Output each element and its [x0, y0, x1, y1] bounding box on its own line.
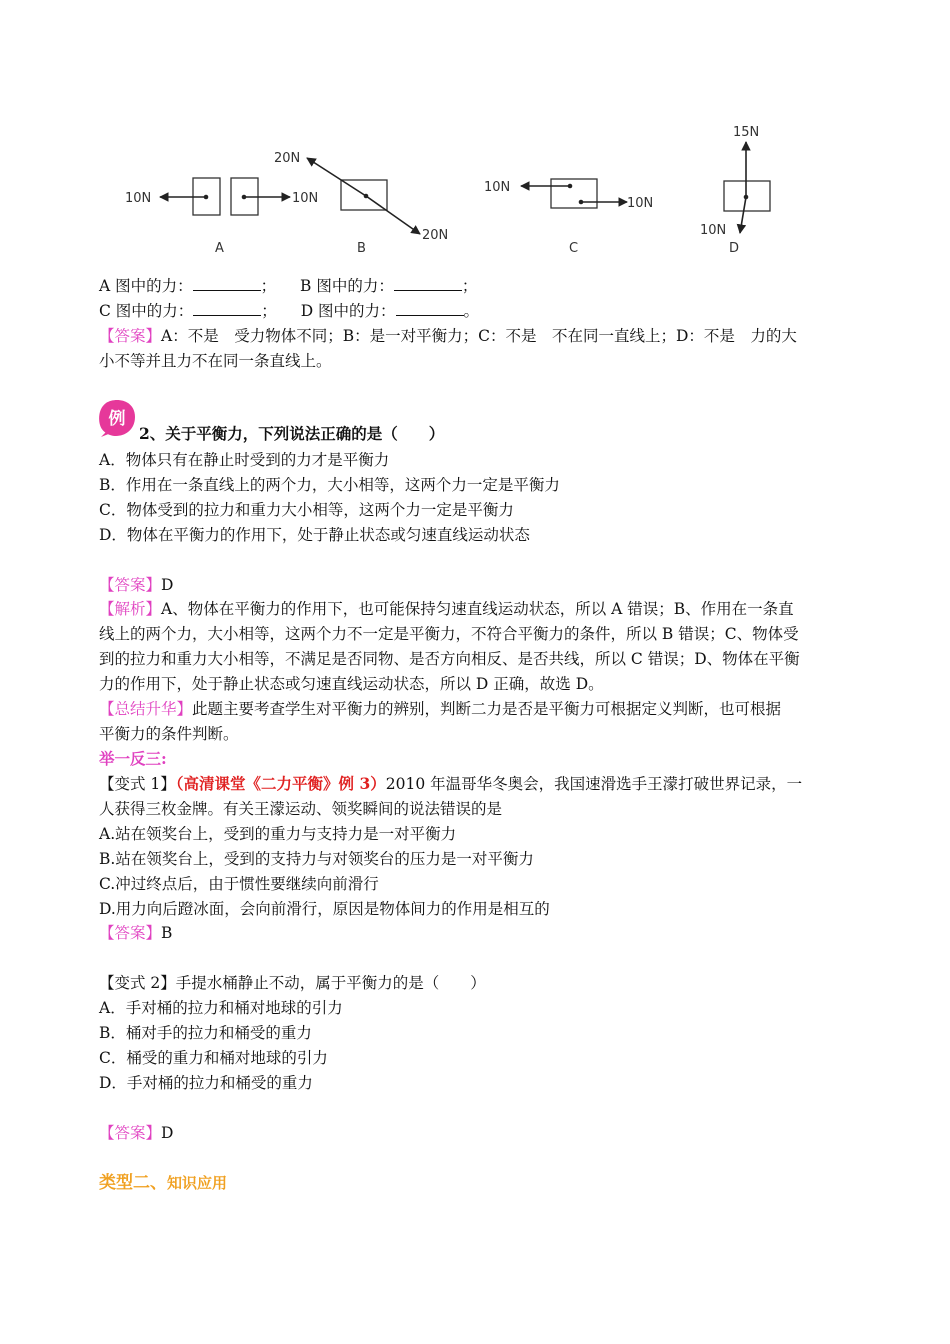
diagram-d-caption: D — [729, 241, 740, 256]
section-title: 知识应用 — [167, 1174, 228, 1192]
q1-semi-2: ； — [461, 277, 478, 295]
diagram-c-box — [551, 179, 597, 208]
section-type-label: 类型二、 — [99, 1173, 167, 1193]
ex2-analysis-text-1: A、物体在平衡力的作用下，也可能保持匀速直线运动状态，所以 A 错误；B、作用在一条直 — [161, 600, 794, 618]
example-badge-label: 例 — [108, 409, 126, 429]
q1-answer-tag: 【答案】 — [99, 327, 162, 345]
ex2-question — [139, 424, 444, 444]
q1-row-cd — [99, 301, 479, 321]
q1-c-prompt: C 图中的力： — [99, 302, 194, 320]
diagram-d-top-label: 15N — [733, 125, 760, 140]
q1-row-ab — [99, 276, 477, 296]
ex2-summary-tag: 【总结升华】 — [99, 700, 193, 718]
ex2-analysis-tag: 【解析】 — [99, 600, 162, 618]
var2-stem: 【变式 2】手提水桶静止不动，属于平衡力的是（ ） — [99, 974, 486, 992]
diagram-d — [700, 125, 770, 256]
var2-option-d: D．手对桶的拉力和桶受的重力 — [99, 1074, 313, 1092]
ex2-question-text: 2、关于平衡力，下列说法正确的是（ ） — [139, 424, 445, 443]
ex2-summary-line-2: 平衡力的条件判断。 — [99, 725, 239, 743]
diagram-a-left-label: 10N — [125, 191, 152, 206]
diagram-c — [484, 179, 653, 256]
var1-stem-line-1 — [99, 774, 802, 794]
q1-semi-3: ； — [261, 302, 277, 320]
var2-answer-value: D — [161, 1124, 174, 1142]
diagram-b-bottom-label: 20N — [422, 228, 449, 243]
ex2-answer — [99, 575, 173, 595]
var2-answer-tag: 【答案】 — [99, 1124, 162, 1142]
q1-answer-text-1: A：不是 受力物体不同；B：是一对平衡力；C：不是 不在同一直线上；D：不是 力的大 — [161, 327, 797, 345]
diagram-b-top-label: 20N — [274, 151, 301, 166]
ex2-analysis-line-3: 到的拉力和重力大小相等，不满足是否同物、是否方向相反、是否共线，所以 C 错误；D、物体在平衡 — [99, 650, 800, 668]
var1-answer-value: B — [161, 924, 173, 942]
var1-stem-text-1: 2010 年温哥华冬奥会，我国速滑选手王濛打破世界记录，一 — [385, 775, 803, 793]
diagram-a-right-label: 10N — [292, 191, 319, 206]
ex2-option-a: A．物体只有在静止时受到的力才是平衡力 — [99, 451, 390, 469]
q1-c-blank[interactable] — [193, 301, 261, 316]
var1-answer-tag: 【答案】 — [99, 924, 162, 942]
var1-tag: 【变式 1】 — [99, 775, 176, 793]
q1-d-blank[interactable] — [396, 301, 464, 316]
q1-d-prompt: D 图中的力： — [300, 302, 396, 320]
var2-answer — [99, 1123, 173, 1143]
section-heading — [99, 1173, 227, 1193]
ex2-option-b: B．作用在一条直线上的两个力，大小相等，这两个力一定是平衡力 — [99, 476, 560, 494]
var1-source[interactable]: （高清课堂《二力平衡》例 3） — [175, 774, 386, 793]
example-badge-icon — [97, 398, 137, 438]
diagram-c-left-label: 10N — [484, 180, 511, 195]
var1-answer — [99, 923, 172, 943]
diagram-c-right-label: 10N — [627, 196, 654, 211]
q1-period: 。 — [463, 302, 480, 320]
diagram-b-caption: B — [357, 241, 366, 256]
var2-option-c: C．桶受的重力和桶对地球的引力 — [99, 1049, 328, 1067]
practice-heading-text: 举一反三: — [99, 749, 167, 768]
var1-option-a: A.站在领奖台上，受到的重力与支持力是一对平衡力 — [99, 825, 457, 843]
ex2-summary-text-1: 此题主要考查学生对平衡力的辨别，判断二力是否是平衡力可根据定义判断，也可根据 — [192, 700, 782, 718]
var2-option-b: B．桶对手的拉力和桶受的重力 — [99, 1024, 312, 1042]
var2-option-a: A．手对桶的拉力和桶对地球的引力 — [99, 999, 343, 1017]
diagram-b-arrow-down — [366, 196, 420, 234]
q1-answer-line-1 — [99, 326, 797, 346]
diagram-c-caption: C — [569, 241, 579, 256]
diagram-d-arrow-down — [740, 197, 746, 233]
var1-option-d: D.用力向后蹬冰面，会向前滑行，原因是物体间力的作用是相互的 — [99, 900, 550, 918]
q1-a-prompt: A 图中的力： — [99, 277, 193, 295]
ex2-answer-tag: 【答案】 — [99, 576, 162, 594]
diagram-d-bottom-label: 10N — [700, 223, 727, 238]
ex2-analysis-line-4: 力的作用下，处于静止状态或匀速直线运动状态，所以 D 正确，故选 D。 — [99, 675, 604, 693]
diagram-a — [125, 178, 318, 256]
q1-b-prompt: B 图中的力： — [300, 277, 394, 295]
ex2-summary-line-1 — [99, 699, 781, 719]
var1-stem-line-2: 人获得三枚金牌。有关王濛运动、领奖瞬间的说法错误的是 — [99, 800, 503, 818]
ex2-analysis-line-1 — [99, 599, 794, 619]
diagram-a-caption: A — [215, 241, 224, 256]
var1-option-c: C.冲过终点后，由于惯性要继续向前滑行 — [99, 875, 379, 893]
practice-heading — [99, 749, 167, 769]
ex2-analysis-line-2: 线上的两个力，大小相等，这两个力不一定是平衡力，不符合平衡力的条件，所以 B 错误；C、物体受 — [99, 625, 799, 643]
ex2-option-c: C．物体受到的拉力和重力大小相等，这两个力一定是平衡力 — [99, 501, 514, 519]
var1-option-b: B.站在领奖台上，受到的支持力与对领奖台的压力是一对平衡力 — [99, 850, 534, 868]
q1-a-blank[interactable] — [193, 276, 261, 291]
q1-b-blank[interactable] — [394, 276, 462, 291]
ex2-answer-value: D — [161, 576, 174, 594]
q1-answer-line-2 — [99, 351, 332, 371]
ex2-option-d: D．物体在平衡力的作用下，处于静止状态或匀速直线运动状态 — [99, 526, 530, 544]
force-diagrams — [0, 110, 950, 260]
q1-semi-1: ； — [260, 277, 277, 295]
q1-answer-text-2: 小不等并且力不在同一条直线上。 — [99, 352, 332, 370]
